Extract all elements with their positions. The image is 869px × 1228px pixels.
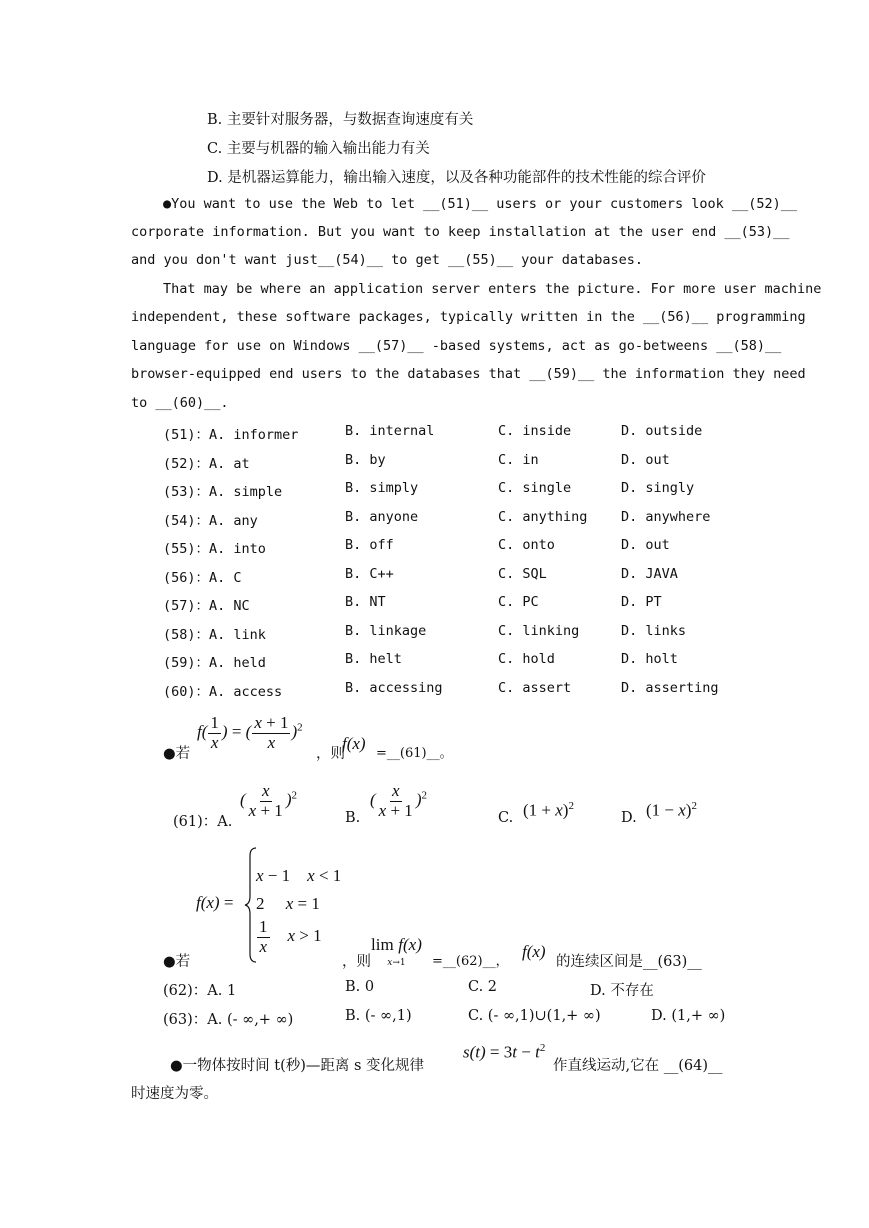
choice-option: B. off (345, 537, 394, 553)
choice-question-a: (57)：A. NC (163, 598, 250, 614)
option-c-line: C. 主要与机器的输入输出能力有关 (207, 141, 430, 157)
choice-option: D. JAVA (621, 565, 678, 582)
q61-option-b: ( $\frac{x}{x + 1}$ )$^2$ (370, 781, 427, 820)
choice-question-a: (54)：A. any (163, 512, 258, 529)
choice-option: B. internal (345, 423, 435, 439)
q61-lead: ●若 (163, 746, 191, 762)
choice-option: D. asserting (621, 679, 719, 696)
choice-option: D. links (621, 622, 687, 639)
choice-option: C. linking (498, 622, 580, 639)
choice-option: B. simply (345, 480, 419, 496)
passage-line: and you don't want just__(54)__ to get __(55)__ your databases. (131, 252, 644, 268)
option-b-line: B. 主要针对服务器，与数据查询速度有关 (207, 112, 474, 128)
q64-equation: $s(t) = 3t - t^2$ (463, 1042, 546, 1062)
q62-then: ，则 (342, 954, 371, 970)
choice-question-a: (60)：A. access (163, 683, 283, 700)
option-d-line: D. 是机器运算能力，输出输入速度，以及各种功能部件的技术性能的综合评价 (207, 170, 706, 186)
q61-option-a: ( $\frac{x}{x + 1}$ )$^2$ (240, 781, 297, 820)
choice-question-a: (53)：A. simple (163, 484, 283, 500)
q62-d: D. 不存在 (590, 983, 654, 999)
passage-line: corporate information. But you want to keep installation at the user end __(53)__ (131, 224, 790, 240)
passage-line: browser-equipped end users to the databases that __(59)__ the information they need (131, 366, 806, 382)
choice-option: C. onto (498, 537, 555, 553)
passage-line: ●You want to use the Web to let __(51)__ users or your customers look __(52)__ (163, 196, 797, 212)
q61-label: (61)：A. (173, 814, 233, 830)
q63-b: B. (- ∞,1) (345, 1008, 412, 1024)
q62-lead: ●若 (163, 954, 191, 970)
q62-fx-lhs: f(x) = (196, 893, 234, 912)
choice-option: B. anyone (345, 508, 419, 525)
choice-option: D. singly (621, 480, 695, 496)
choice-option: B. linkage (345, 622, 427, 639)
choice-option: D. anywhere (621, 508, 711, 525)
q62-c: C. 2 (468, 979, 498, 995)
choice-option: D. out (621, 451, 670, 468)
choice-question-a: (58)：A. link (163, 626, 266, 643)
choice-option: C. in (498, 451, 539, 468)
q61-then: ，则 (316, 746, 345, 762)
choice-option: B. C++ (345, 565, 394, 582)
q61-b-label: B. (345, 810, 361, 826)
choice-option: B. NT (345, 594, 386, 610)
choice-option: D. PT (621, 594, 662, 610)
choice-option: B. helt (345, 651, 402, 667)
choice-option: D. out (621, 537, 670, 553)
q64-mid: 作直线运动,它在 __(64)__ (553, 1058, 723, 1074)
q61-blank: =__(61)__。 (376, 746, 453, 761)
q63-c: C. (- ∞,1)∪(1,+ ∞) (468, 1008, 601, 1024)
q63-a: (63)：A. (- ∞,+ ∞) (163, 1012, 294, 1028)
q61-d-label: D. (621, 810, 637, 826)
choice-question-a: (51)：A. informer (163, 427, 299, 443)
choice-option: D. outside (621, 423, 703, 439)
choice-option: C. single (498, 480, 572, 496)
choice-question-a: (55)：A. into (163, 541, 266, 557)
choice-option: C. PC (498, 594, 539, 610)
q61-fx: f(x) (342, 734, 366, 753)
passage-line: language for use on Windows __(57)__ -based systems, act as go-betweens __(58)__ (131, 338, 782, 354)
q62-blank: =__(62)__， (432, 954, 509, 969)
choice-option: C. assert (498, 679, 572, 696)
choice-question-a: (59)：A. held (163, 655, 266, 671)
piecewise-case-1: x − 1 x < 1 (256, 866, 342, 885)
choice-option: D. holt (621, 651, 678, 667)
choice-option: B. accessing (345, 679, 443, 696)
q64-lead: ●一物体按时间 t(秒)—距离 s 变化规律 (170, 1058, 425, 1074)
choice-option: C. anything (498, 508, 588, 525)
piecewise-case-2: 2 x = 1 (256, 894, 320, 913)
q62-a: (62)：A. 1 (163, 983, 237, 999)
choice-question-a: (52)：A. at (163, 455, 250, 472)
q61-c-label: C. (498, 810, 514, 826)
q62-b: B. 0 (345, 979, 375, 995)
q62-fx: f(x) (522, 942, 546, 961)
choice-option: C. inside (498, 423, 572, 439)
passage-line: to __(60)__. (131, 395, 229, 411)
q63-tail: 的连续区间是__(63)__ (556, 954, 702, 970)
passage-line: independent, these software packages, typically written in the __(56)__ programming (131, 309, 806, 325)
q61-option-c: $(1 + x)^2$ (523, 800, 574, 820)
choice-option: C. hold (498, 651, 555, 667)
choice-option: B. by (345, 451, 386, 468)
q64-line2: 时速度为零。 (131, 1086, 218, 1102)
choice-option: C. SQL (498, 565, 547, 582)
q63-d: D. (1,+ ∞) (651, 1008, 726, 1024)
limit-expression: lim f(x) x→1 (371, 935, 422, 968)
piecewise-case-3: $\frac{1}{x}$ x > 1 (259, 917, 322, 956)
q61-option-d: $(1 - x)^2$ (646, 800, 697, 820)
passage-line: That may be where an application server enters the picture. For more user machine (163, 281, 822, 297)
q61-equation: f( $\frac{1}{x}$ ) = ( $\frac{x + 1}{x}$ )$^2$ (197, 713, 303, 752)
choice-question-a: (56)：A. C (163, 569, 242, 586)
